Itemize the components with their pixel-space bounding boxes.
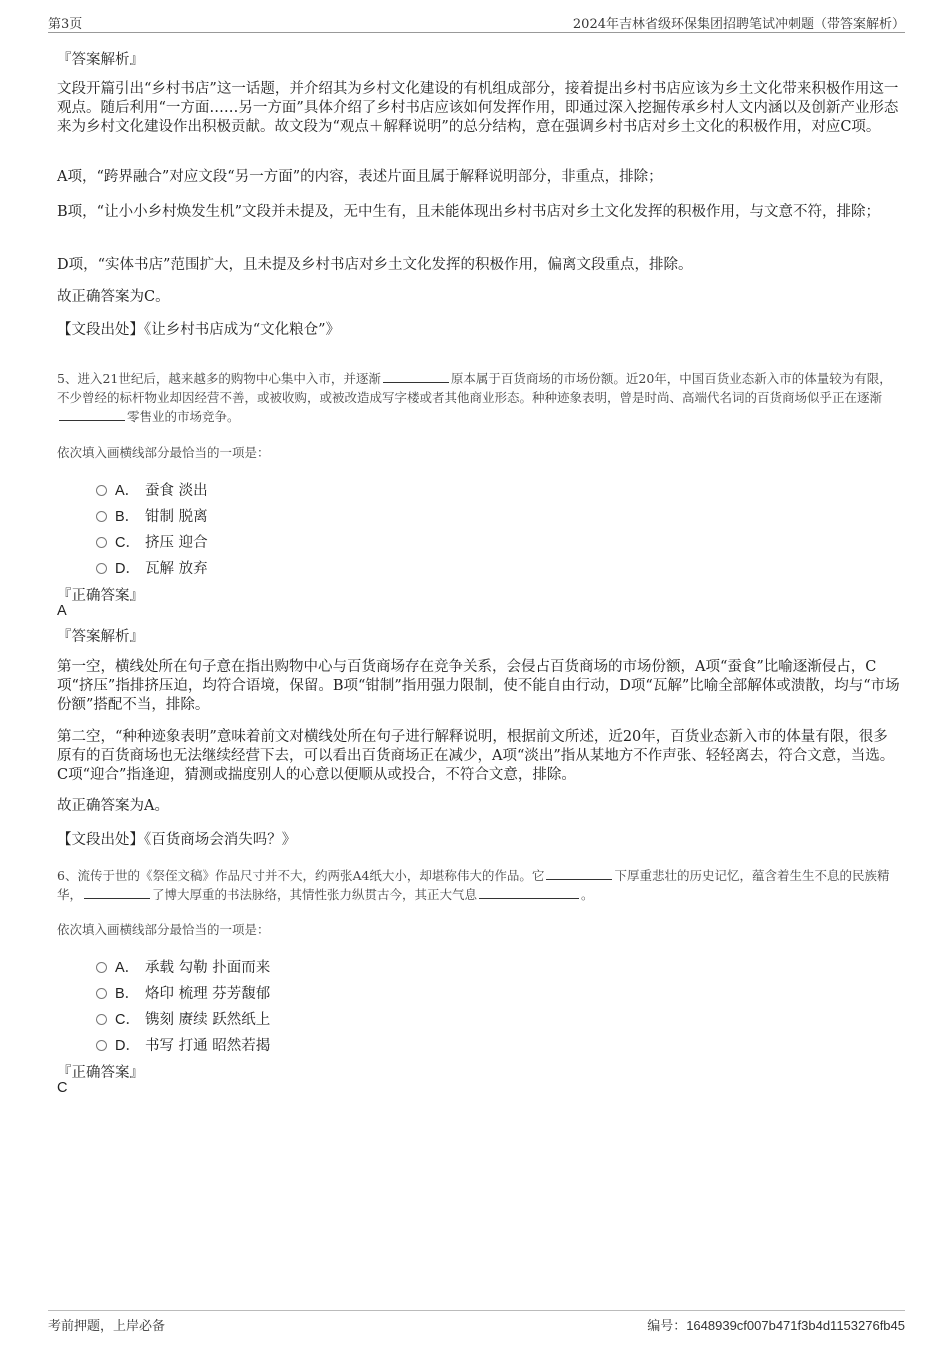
page-footer [48, 1310, 905, 1333]
answer-conclusion: 故正确答案为C。 [57, 289, 170, 305]
correct-answer: A [57, 603, 67, 619]
analysis-paragraph: B项，“让小小乡村焕发生机”文段并未提及，无中生有，且未能体现出乡村书店对乡土文化发挥的积极作用，与文意不符，排除； [57, 204, 880, 220]
analysis-paragraph: 第一空，横线处所在句子意在指出购物中心与百货商场存在竞争关系，会侵占百货商场的市场份额，A项“蚕食”比喻逐渐侵占，C项“挤压”指排挤压迫，均符合语境，保留。B项“钳制”指用强力限制，使不能自由行动，D项“瓦解”比喻全部解体或溃散，均与“市场份额”搭配不当，排除。 [57, 659, 900, 713]
question-prompt: 依次填入画横线部分最恰当的一项是： [57, 922, 270, 937]
correct-answer-title: 『正确答案』 [57, 1065, 144, 1081]
radio-icon[interactable] [96, 511, 107, 522]
page-number: 第3页 [48, 17, 83, 32]
answer-blank [59, 408, 125, 421]
document-code: 编号：1648939cf007b471f3b4d1153276fb45 [647, 1318, 905, 1333]
footer-slogan: 考前押题，上岸必备 [48, 1319, 166, 1334]
option-d[interactable]: D． 书写 打通 昭然若揭 [96, 1034, 270, 1054]
question-stem: 5、进入21世纪后，越来越多的购物中心集中入市，并逐渐 原本属于百货商场的市场份额。近20年，中国百货业态新入市的体量较为有限，不少曾经的标杆物业却因经营不善，或被收购，或被改造成写字楼或者其他商业形态。种种迹象表明，曾是时尚、高端代名词的百货商场似乎正在逐渐零售业的市场竞争。 [57, 371, 892, 424]
correct-answer: C [57, 1080, 68, 1096]
option-d[interactable]: D． 瓦解 放弃 [96, 557, 208, 577]
answer-blank [546, 867, 612, 880]
radio-icon[interactable] [96, 962, 107, 973]
analysis-paragraph: A项，“跨界融合”对应文段“另一方面”的内容，表述片面且属于解释说明部分，非重点，排除； [57, 169, 663, 185]
radio-icon[interactable] [96, 1014, 107, 1025]
question-stem: 6、流传于世的《祭侄文稿》作品尺寸并不大，约两张A4纸大小，却堪称伟大的作品。它 下厚重悲壮的历史记忆，蕴含着生生不息的民族精华， 了博大厚重的书法脉络，其情性张力纵贯古今，其正大气息 。 [57, 868, 890, 902]
analysis-paragraph: 第二空，“种种迹象表明”意味着前文对横线处所在句子进行解释说明，根据前文所述，近20年，百货业态新入市的体量有限，很多原有的百货商场也无法继续经营下去，可以看出百货商场正在减少，A项“淡出”指从某地方不作声张、轻轻离去，符合文意，当选。C项“迎合”指逢迎，猜测或揣度别人的心意以便顺从或投合，不符合文意，排除。 [57, 729, 895, 783]
answer-blank [383, 370, 449, 383]
page-header [48, 10, 905, 33]
answer-blank [479, 886, 579, 899]
radio-icon[interactable] [96, 988, 107, 999]
option-c[interactable]: C． 镌刻 赓续 跃然纸上 [96, 1008, 270, 1028]
radio-icon[interactable] [96, 563, 107, 574]
option-a[interactable]: A． 蚕食 淡出 [96, 479, 208, 499]
analysis-title: 『答案解析』 [57, 52, 144, 68]
option-c[interactable]: C． 挤压 迎合 [96, 531, 208, 551]
passage-source: 【文段出处】《百货商场会消失吗？》 [57, 832, 297, 848]
radio-icon[interactable] [96, 485, 107, 496]
document-title: 2024年吉林省级环保集团招聘笔试冲刺题（带答案解析） [572, 17, 905, 32]
answer-conclusion: 故正确答案为A。 [57, 798, 169, 814]
passage-source: 【文段出处】《让乡村书店成为“文化粮仓”》 [57, 322, 341, 338]
analysis-paragraph: D项，“实体书店”范围扩大，且未提及乡村书店对乡土文化发挥的积极作用，偏离文段重点，排除。 [57, 257, 693, 273]
radio-icon[interactable] [96, 1040, 107, 1051]
answer-blank [84, 886, 150, 899]
analysis-paragraph: 文段开篇引出“乡村书店”这一话题，并介绍其为乡村文化建设的有机组成部分，接着提出乡村书店应该为乡土文化带来积极作用这一观点。随后利用“一方面……另一方面”具体介绍了乡村书店应该如何发挥作用，即通过深入挖掘传承乡村人文内涵以及创新产业形态来为乡村文化建设作出积极贡献。故文段为“观点＋解释说明”的总分结构，意在强调乡村书店对乡土文化的积极作用，对应C项。 [57, 81, 899, 135]
question-prompt: 依次填入画横线部分最恰当的一项是： [57, 445, 270, 460]
option-a[interactable]: A． 承载 勾勒 扑面而来 [96, 956, 270, 976]
option-b[interactable]: B． 钳制 脱离 [96, 505, 208, 525]
analysis-title: 『答案解析』 [57, 629, 144, 645]
correct-answer-title: 『正确答案』 [57, 588, 144, 604]
option-b[interactable]: B． 烙印 梳理 芬芳馥郁 [96, 982, 270, 1002]
radio-icon[interactable] [96, 537, 107, 548]
